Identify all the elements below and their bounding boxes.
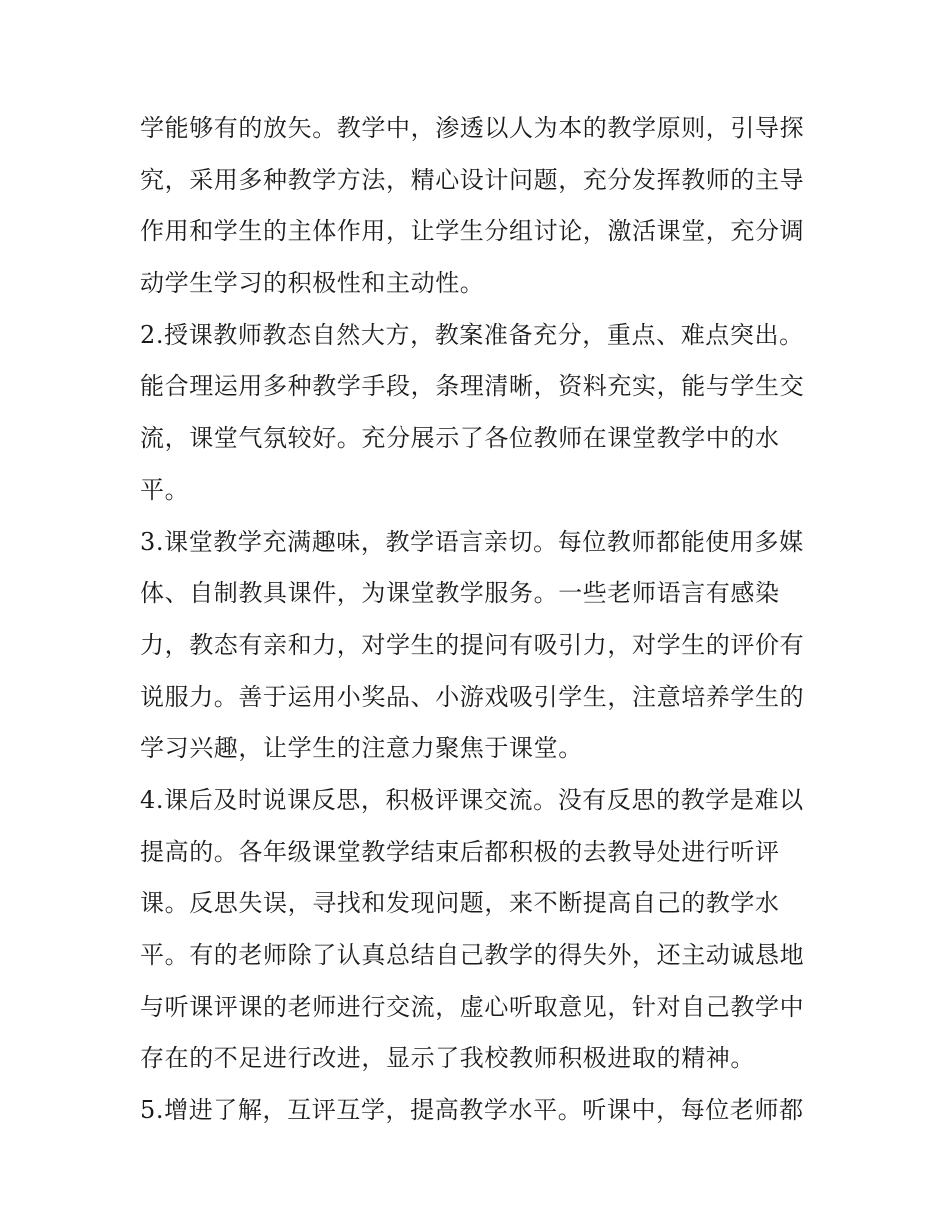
body-text (140, 103, 815, 1137)
text-line: 动学生学习的积极性和主动性。 (140, 269, 485, 298)
text-line: 学能够有的放矢。教学中，渗透以人为本的教学原则，引导探 (140, 114, 805, 142)
text-line: 流，课堂气氛较好。充分展示了各位教师在课堂教学中的水 (140, 424, 780, 453)
text-line: 说服力。善于运用小奖品、小游戏吸引学生，注意培养学生的 (140, 682, 805, 711)
text-line: 2.授课教师教态自然大方，教案准备充分，重点、难点突出。 (140, 320, 804, 349)
text-line: 课。反思失误，寻找和发现问题，来不断提高自己的教学水 (140, 889, 780, 918)
text-line: 究，采用多种教学方法，精心设计问题，充分发挥教师的主导 (140, 165, 805, 194)
text-line: 与听课评课的老师进行交流，虚心听取意见，针对自己教学中 (140, 992, 805, 1021)
text-line: 4.课后及时说课反思，积极评课交流。没有反思的教学是难以 (140, 785, 804, 814)
text-line: 作用和学生的主体作用，让学生分组讨论，激活课堂，充分调 (140, 217, 805, 246)
text-line: 能合理运用多种教学手段，条理清晰，资料充实，能与学生交 (140, 372, 805, 401)
text-line: 平。 (140, 475, 190, 504)
text-line: 力，教态有亲和力，对学生的提问有吸引力，对学生的评价有 (140, 630, 805, 659)
text-line: 存在的不足进行改进，显示了我校教师积极进取的精神。 (140, 1044, 755, 1073)
text-line: 提高的。各年级课堂教学结束后都积极的去教导处进行听评 (140, 837, 780, 866)
text-line: 平。有的老师除了认真总结自己教学的得失外，还主动诚恳地 (140, 941, 805, 969)
text-line: 学习兴趣，让学生的注意力聚焦于课堂。 (140, 734, 583, 763)
text-line: 体、自制教具课件，为课堂教学服务。一些老师语言有感染 (140, 579, 780, 608)
text-line: 5.增进了解，互评互学，提高教学水平。听课中，每位老师都 (140, 1096, 804, 1125)
text-line: 3.课堂教学充满趣味，教学语言亲切。每位教师都能使用多媒 (140, 527, 804, 556)
